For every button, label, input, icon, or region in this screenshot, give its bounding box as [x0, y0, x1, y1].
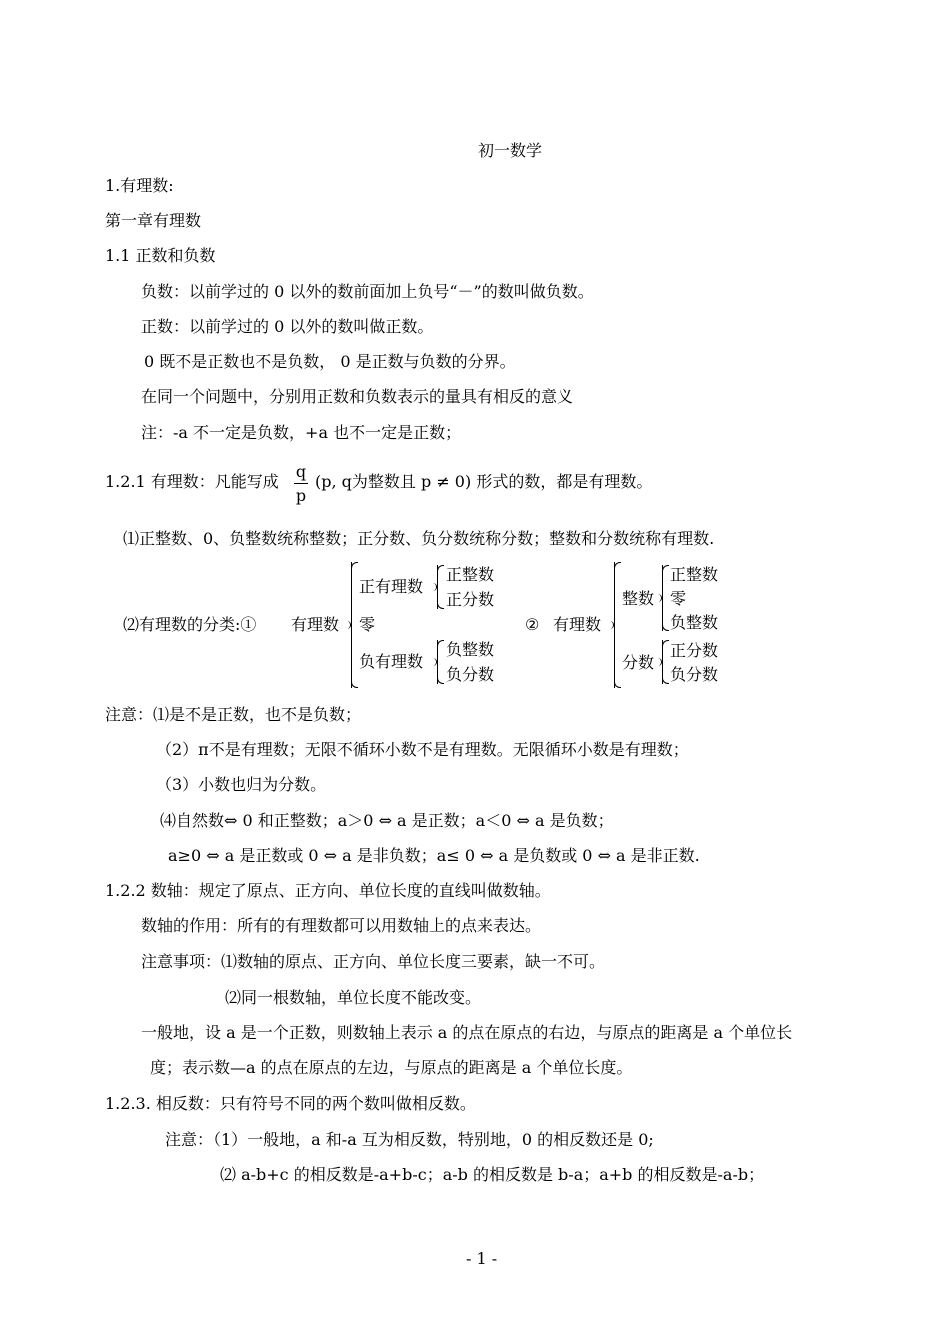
fraction-denominator: p — [295, 486, 307, 505]
fraction-q-over-p — [293, 462, 309, 505]
rational-definition-prefix: 1.2.1 有理数：凡能写成 — [105, 472, 279, 491]
tree1-positive: 正有理数 — [359, 577, 424, 596]
tree1-root: 有理数 — [291, 615, 340, 634]
tree1-zero: 零 — [359, 615, 376, 634]
tree2-zero: 零 — [670, 589, 687, 608]
tree2-positive-integer: 正整数 — [670, 565, 719, 584]
number-line-note-2: ⑵同一根数轴，单位长度不能改变。 — [225, 988, 482, 1007]
fraction-bar — [294, 483, 308, 484]
sign-note: 注：-a 不一定是负数，+a 也不一定是正数； — [141, 423, 462, 442]
tree1-negative: 负有理数 — [359, 652, 424, 671]
page-title: 初一数学 — [478, 141, 543, 160]
opposite-number-heading: 1.2.3. 相反数：只有符号不同的两个数叫做相反数。 — [105, 1094, 476, 1113]
opposite-meaning-text: 在同一个问题中，分别用正数和负数表示的量具有相反的意义 — [141, 387, 574, 406]
tree1-negative-integer: 负整数 — [446, 640, 495, 659]
positive-definition: 正数：以前学过的 0 以外的数叫做正数。 — [141, 317, 434, 336]
note-4: ⑷自然数⇔ 0 和正整数；a＞0 ⇔ a 是正数；a＜0 ⇔ a 是负数； — [160, 811, 614, 830]
number-line-heading: 1.2.2 数轴：规定了原点、正方向、单位长度的直线叫做数轴。 — [105, 881, 551, 900]
tree1-positive-fraction: 正分数 — [446, 590, 495, 609]
section-heading: 1.有理数: — [105, 176, 174, 195]
zero-note: 0 既不是正数也不是负数， 0 是正数与负数的分界。 — [144, 352, 516, 371]
fraction-numerator: q — [295, 462, 307, 481]
tree2-marker: ② — [525, 615, 540, 634]
tree1-main-brace — [351, 562, 352, 688]
tree1-positive-integer: 正整数 — [446, 565, 495, 584]
tree1-negative-fraction: 负分数 — [446, 665, 495, 684]
rational-definition-suffix: (p, q为整数且 p ≠ 0) 形式的数，都是有理数。 — [315, 472, 653, 491]
tree2-negative-integer: 负整数 — [670, 613, 719, 632]
tree2-integer-brace — [662, 565, 663, 631]
tree2-positive-fraction: 正分数 — [670, 641, 719, 660]
number-line-use: 数轴的作用：所有的有理数都可以用数轴上的点来表达。 — [141, 916, 542, 935]
subsection-heading: 1.1 正数和负数 — [105, 246, 216, 265]
opposite-note-1: 注意：（1）一般地，a 和-a 互为相反数，特别地，0 的相反数还是 0; — [165, 1130, 654, 1149]
tree1-negative-brace — [437, 640, 438, 684]
number-line-note-1: 注意事项：⑴数轴的原点、正方向、单位长度三要素，缺一不可。 — [141, 952, 606, 971]
opposite-note-2: ⑵ a-b+c 的相反数是-a+b-c；a-b 的相反数是 b-a；a+b 的相反数是-a-b； — [220, 1165, 765, 1184]
page-number: - 1 - — [466, 1249, 498, 1268]
note-3: （3）小数也归为分数。 — [156, 775, 327, 794]
classification-summary: ⑴正整数、0、负整数统称整数；正分数、负分数统称分数；整数和分数统称有理数. — [123, 529, 715, 548]
general-statement-1: 一般地，设 a 是一个正数，则数轴上表示 a 的点在原点的右边，与原点的距离是 a 个单位长 — [141, 1023, 793, 1042]
note-5: a≥0 ⇔ a 是正数或 0 ⇔ a 是非负数；a≤ 0 ⇔ a 是负数或 0 ⇔ a 是非正数. — [168, 846, 700, 865]
tree2-fraction: 分数 — [622, 653, 655, 672]
tree2-main-brace — [614, 562, 615, 688]
negative-definition: 负数：以前学过的 0 以外的数前面加上负号“－”的数叫做负数。 — [141, 282, 594, 301]
chapter-heading: 第一章有理数 — [105, 211, 202, 230]
general-statement-2: 度；表示数—a 的点在原点的左边，与原点的距离是 a 个单位长度。 — [150, 1058, 633, 1077]
classification-label: ⑵有理数的分类:① — [123, 615, 257, 634]
note-2: （2）π不是有理数；无限不循环小数不是有理数。无限循环小数是有理数； — [156, 740, 689, 759]
tree2-negative-fraction: 负分数 — [670, 665, 719, 684]
tree2-root: 有理数 — [553, 615, 602, 634]
tree2-integer: 整数 — [622, 589, 655, 608]
tree2-fraction-brace — [662, 640, 663, 684]
tree1-positive-brace — [437, 565, 438, 609]
note-1: 注意：⑴是不是正数，也不是负数； — [105, 705, 362, 724]
